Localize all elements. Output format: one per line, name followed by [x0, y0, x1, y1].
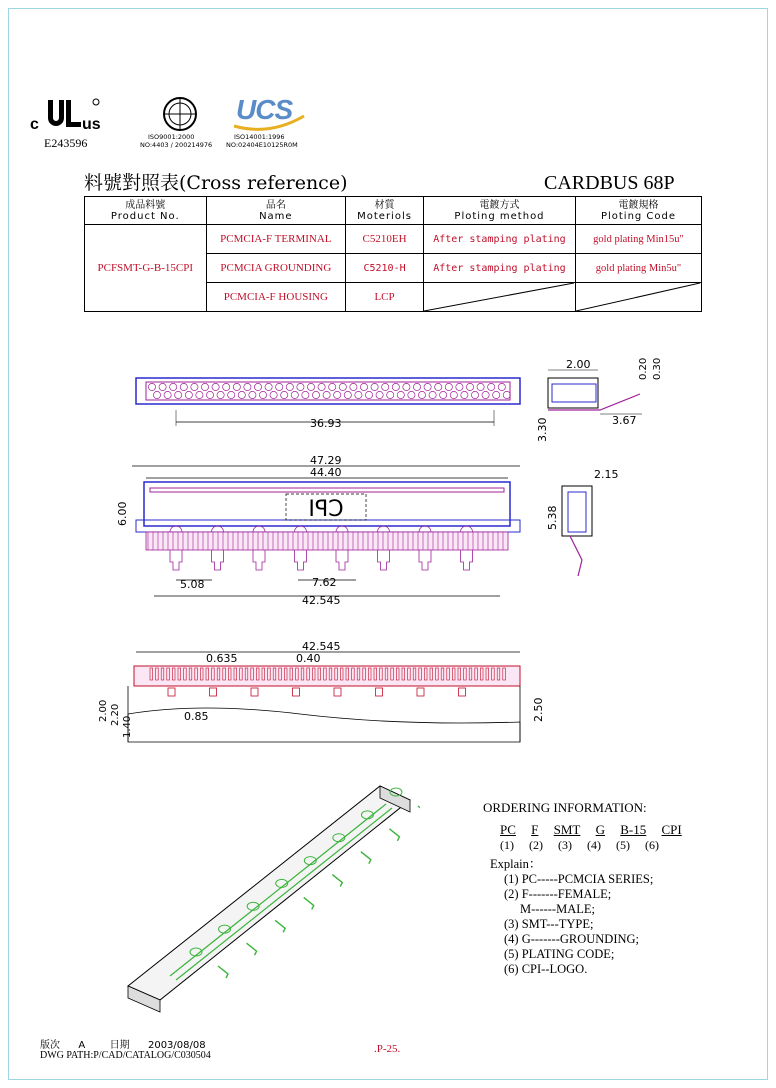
num-4: (4) [587, 838, 601, 852]
contact-hole [323, 391, 330, 398]
contact-hole [466, 383, 473, 390]
contact-hole [244, 383, 251, 390]
pcb-hole [417, 688, 424, 696]
contact-hole [445, 383, 452, 390]
contact-hole [217, 391, 224, 398]
dim-pcb-h3: 1.40 [122, 715, 133, 738]
contact-hole [180, 383, 187, 390]
contact-hole [164, 391, 171, 398]
contact-hole [429, 391, 436, 398]
explain-section [490, 857, 653, 977]
header-product-no: 成品料號 Product No. [85, 197, 207, 225]
dim-pcb-h1: 2.00 [98, 699, 109, 722]
contact-hole [302, 391, 309, 398]
dim-pcb-right: 2.50 [532, 697, 545, 722]
contact-hole [254, 383, 261, 390]
ul-file-number: E243596 [44, 136, 88, 150]
dim-side2-a: 2.15 [594, 468, 619, 481]
contact-hole [387, 391, 394, 398]
contact-hole [307, 383, 314, 390]
code-f: F [531, 822, 539, 837]
iso-tail [361, 852, 371, 864]
contact-hole [238, 391, 245, 398]
dim-pcb-h2: 2.20 [110, 703, 121, 726]
contact-hole [350, 383, 357, 390]
contact-hole [148, 383, 155, 390]
material-cell: C5210-H [346, 254, 424, 283]
dim-front-bottom: 42.545 [302, 594, 341, 607]
explain-line: (4) G-------GROUNDING; [504, 932, 640, 946]
dim-pcb-hole: 0.85 [184, 710, 209, 723]
code-cell: gold plating Min15u" [575, 225, 701, 254]
contact-hole [418, 391, 425, 398]
dim-side-b: 0.20 [638, 357, 649, 380]
pcb-hole [459, 688, 466, 696]
diagonal-strike-icon [424, 283, 574, 311]
contact-hole [201, 383, 208, 390]
contact-hole [371, 383, 378, 390]
ul-us-text: us [82, 116, 101, 133]
ucs-iso-text: ISO14001:1996 [234, 133, 285, 141]
contact-hole [503, 391, 510, 398]
contact-hole [185, 391, 192, 398]
dim-side-d: 3.67 [612, 414, 637, 427]
explain-line: (3) SMT---TYPE; [504, 917, 594, 931]
contact-hole [456, 383, 463, 390]
explain-title: Explain： [490, 857, 542, 871]
drawing-path: DWG PATH:P/CAD/CATALOG/C030504 [40, 1050, 211, 1061]
dim-side-e: 3.30 [536, 417, 549, 442]
header-material: 材質 Moteriols [346, 197, 424, 225]
technical-drawing [0, 330, 776, 780]
contact-hole [488, 383, 495, 390]
dim-front-inner: 44.40 [310, 466, 342, 479]
side-view-2 [546, 468, 619, 576]
contact-hole [334, 391, 341, 398]
cqc-logo [140, 96, 224, 152]
method-cell: After stamping plating [423, 254, 575, 283]
code-pc: PC [500, 822, 516, 837]
contact-hole [365, 391, 372, 398]
name-cell: PCMCIA-F TERMINAL [206, 225, 346, 254]
name-cell: PCMCIA-F HOUSING [206, 283, 346, 312]
iso-tail [304, 897, 314, 909]
explain-line: (1) PC-----PCMCIA SERIES; [504, 872, 654, 886]
date-value: 2003/08/08 [147, 1040, 206, 1051]
contact-hole [286, 383, 293, 390]
dim-front-height: 6.00 [116, 501, 129, 526]
iso-tail [218, 966, 228, 978]
num-2: (2) [529, 838, 543, 852]
explain-line: M------MALE; [520, 902, 595, 916]
explain-line: (6) CPI--LOGO. [504, 962, 588, 976]
contact-hole [471, 391, 478, 398]
dim-top-width: 36.93 [310, 417, 342, 430]
contact-hole [329, 383, 336, 390]
table-row [85, 225, 702, 254]
iso-tail [418, 806, 420, 818]
num-5: (5) [616, 838, 630, 852]
contact-hole [191, 383, 198, 390]
pcb-hole [251, 688, 258, 696]
contact-hole [339, 383, 346, 390]
contact-hole [376, 391, 383, 398]
contact-hole [424, 383, 431, 390]
contact-hole [382, 383, 389, 390]
dim-side2-b: 5.38 [546, 505, 559, 530]
diagonal-strike-icon [576, 283, 700, 311]
code-g: G [595, 822, 606, 837]
contact-hole [435, 383, 442, 390]
num-6: (6) [645, 838, 659, 852]
isometric-connector-view [110, 780, 420, 1020]
cqc-mark-icon [148, 96, 212, 132]
cross-reference-title: 料號對照表(Cross reference) [84, 172, 348, 194]
cqc-iso-text: ISO9001:2000 [148, 133, 195, 141]
empty-code-cell [575, 283, 701, 312]
contact-hole [461, 391, 468, 398]
dim-pcb-pitch: 0.635 [206, 652, 238, 665]
contact-hole [175, 391, 182, 398]
contact-hole [450, 391, 457, 398]
contact-hole [249, 391, 256, 398]
contact-hole [318, 383, 325, 390]
contact-hole [477, 383, 484, 390]
top-view-connector [136, 378, 520, 430]
pcb-footprint [98, 640, 545, 742]
iso-tail [332, 875, 342, 887]
pcb-hole [168, 688, 175, 696]
front-view-connector [116, 454, 520, 607]
material-cell: C5210EH [346, 225, 424, 254]
explain-line: (2) F-------FEMALE; [504, 887, 612, 901]
pcb-hole [376, 688, 383, 696]
version-label: 版次 [40, 1040, 60, 1051]
cqc-number-text: NO:4403 / 200214976 [140, 141, 213, 149]
ucs-number-text: NO:02404E10125R0M [226, 141, 298, 149]
contact-hole [408, 391, 415, 398]
contact-hole [159, 383, 166, 390]
material-cell: LCP [346, 283, 424, 312]
contact-hole [403, 383, 410, 390]
num-3: (3) [558, 838, 572, 852]
contact-hole [228, 391, 235, 398]
contact-hole [397, 391, 404, 398]
dim-front-overall: 47.29 [310, 454, 342, 467]
contact-hole [259, 391, 266, 398]
pcb-hole [334, 688, 341, 696]
contact-hole [170, 383, 177, 390]
dim-front-pitch2: 7.62 [312, 576, 337, 589]
dim-side-c: 0.30 [652, 357, 663, 380]
contact-hole [392, 383, 399, 390]
empty-method-cell [423, 283, 575, 312]
contact-hole [498, 383, 505, 390]
table-header-row [85, 197, 702, 225]
product-title: CARDBUS 68P [544, 172, 675, 194]
pcb-hole [210, 688, 217, 696]
contact-hole [270, 391, 277, 398]
ordering-title: ORDERING INFORMATION: [483, 800, 647, 815]
cpi-logo-mirrored: CPI [308, 497, 344, 522]
page-number: .P-25. [374, 1043, 401, 1055]
contact-hole [312, 391, 319, 398]
ucs-logo [226, 96, 326, 152]
dim-side-a: 2.00 [566, 358, 591, 371]
side-view-1 [536, 358, 663, 442]
contact-hole [360, 383, 367, 390]
code-cell: gold plating Min5u" [575, 254, 701, 283]
header-plating-method: 電鍍方式 Ploting method [423, 197, 575, 225]
code-b15: B-15 [620, 822, 647, 837]
cross-reference-table [84, 196, 702, 312]
contact-hole [265, 383, 272, 390]
contact-hole [413, 383, 420, 390]
num-1: (1) [500, 838, 514, 852]
dim-pcb-pad: 0.40 [296, 652, 321, 665]
explain-line: (5) PLATING CODE; [504, 947, 615, 961]
header-plating-code: 電鍍規格 Ploting Code [575, 197, 701, 225]
method-cell: After stamping plating [423, 225, 575, 254]
ordering-codes [500, 822, 694, 838]
ul-logo [30, 96, 110, 148]
dim-front-pitch: 5.08 [180, 578, 205, 591]
iso-tail [247, 943, 257, 955]
contact-hole [212, 383, 219, 390]
iso-tail [275, 920, 285, 932]
date-label: 日期 [109, 1040, 130, 1051]
version-date-line [40, 1036, 206, 1051]
ordering-numbers [500, 838, 671, 853]
contact-hole [196, 391, 203, 398]
code-cpi: CPI [661, 822, 682, 837]
header-name: 品名 Name [206, 197, 346, 225]
version-value: A [78, 1040, 86, 1051]
product-number-cell: PCFSMT-G-B-15CPI [85, 225, 207, 312]
contact-hole [281, 391, 288, 398]
name-cell: PCMCIA GROUNDING [206, 254, 346, 283]
contact-hole [206, 391, 213, 398]
code-smt: SMT [553, 822, 581, 837]
contact-hole [355, 391, 362, 398]
pcb-hole [293, 688, 300, 696]
contact-hole [276, 383, 283, 390]
contact-hole [440, 391, 447, 398]
ucs-logo-text: UCS [236, 94, 293, 125]
contact-hole [223, 383, 230, 390]
iso-tail [389, 829, 399, 841]
ul-c-text: c [30, 116, 39, 133]
contact-hole [482, 391, 489, 398]
contact-hole [153, 391, 160, 398]
contact-hole [493, 391, 500, 398]
dim-pcb-overall: 42.545 [302, 640, 341, 653]
contact-hole [344, 391, 351, 398]
contact-hole [233, 383, 240, 390]
contact-hole [297, 383, 304, 390]
contact-hole [291, 391, 298, 398]
